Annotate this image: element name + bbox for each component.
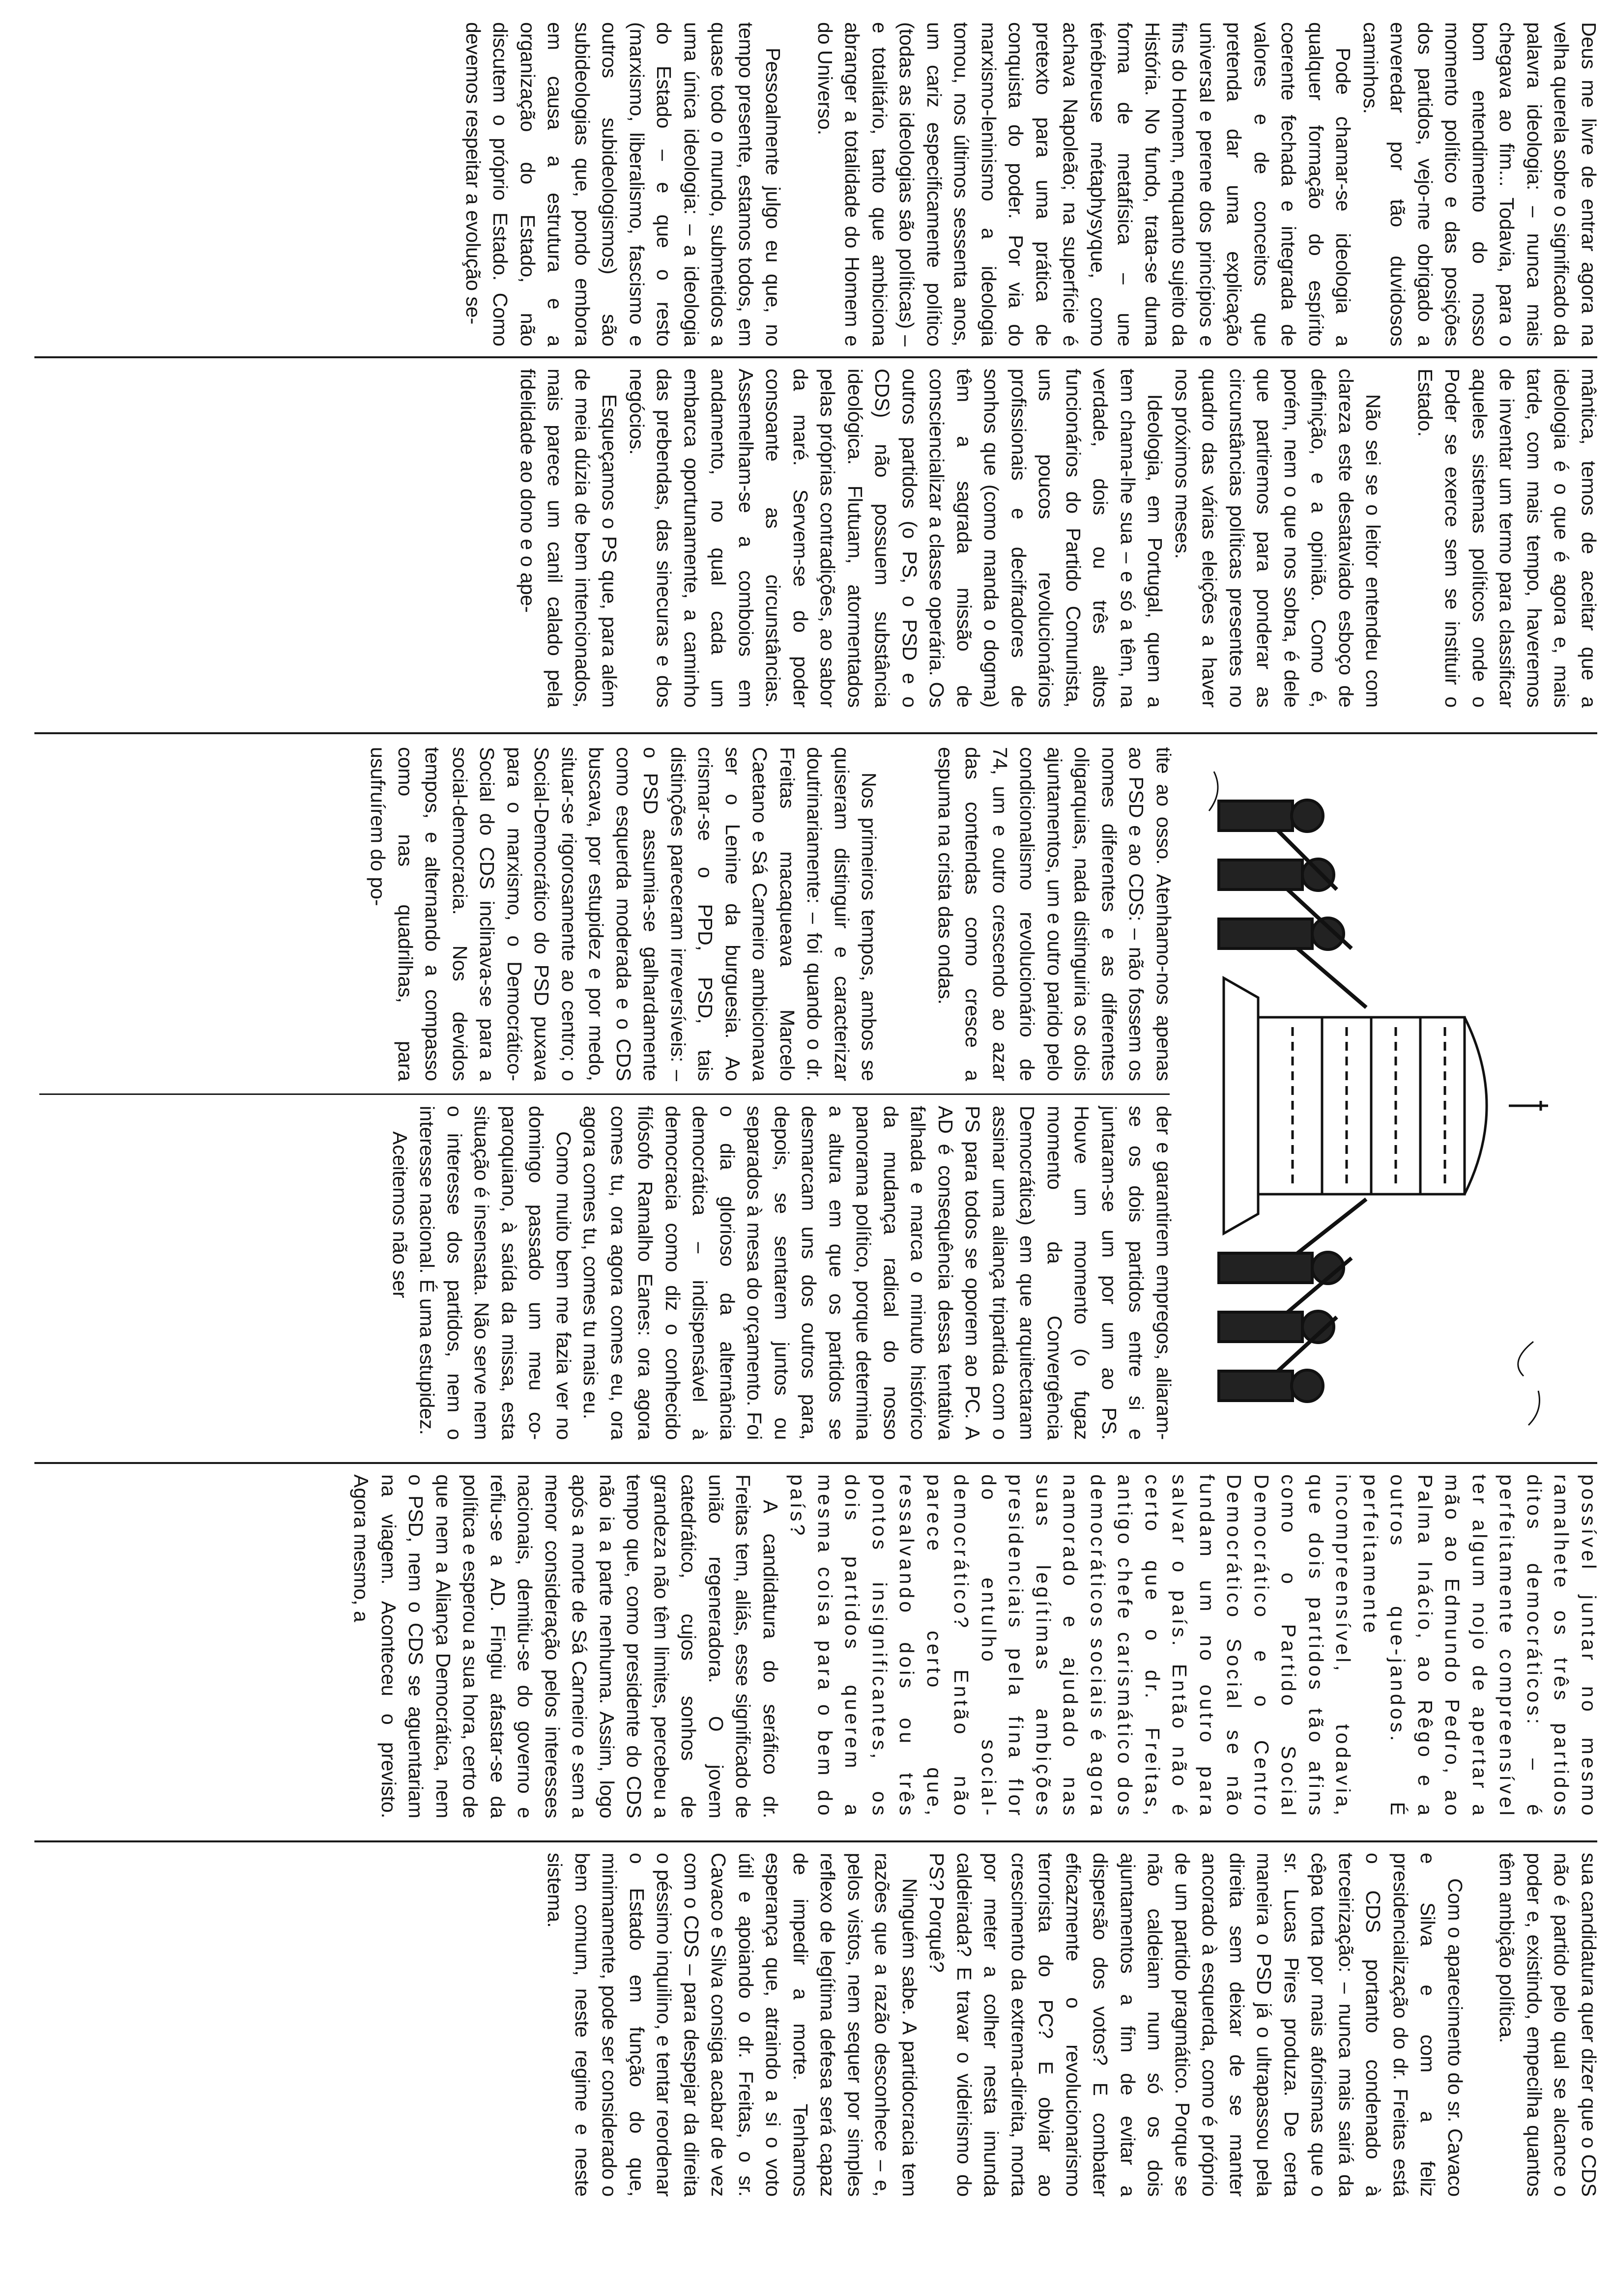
col2-paragraph-1: mântica, temos de aceitar que a ideologia é o que é agora e, mais tarde, com mais tempo, haveremos de inventar um termo para classificar aqueles sistemas políticos onde o Poder se exerce sem se instituir o Estado.: [1414, 369, 1600, 708]
col4-paragraph-1: der e garantirem empregos, aliaram-se os dois partidos entre si e juntaram-se um por um ao PS. Houve um momento (o fugaz momento da Convergência Democrática) em que arquitectaram assinar uma aliança tripartida com o PS para todos se oporem ao PC. A AD é consequência dessa tentativa falhada e marca o minuto histórico da mudança radical do nosso panorama político, porque determina a altura em que os partidos se desmarcam uns dos outros para, depois, se sentarem juntos ou separados à mesa do orçamento. Foi o dia glorioso da alternância democrática – indispensável à democracia como diz o conhecido filósofo Ramalho Eanes: ora agora comes tu, ora agora comes eu, ora agora comes tu, comes tu mais eu.: [579, 1106, 1175, 1440]
col6-paragraph-1: sua candidatura quer dizer que o CDS não é partido pelo qual se alcance o poder e, existindo, empecilha quantos têm ambição política.: [1496, 1853, 1600, 2197]
col5-paragraph-2: A candidatura do seráfico dr. Freitas tem, aliás, esse significado de união regeneradora. O jovem catedrático, cujos sonhos de grandeza não têm limites, percebeu a tempo que, como presidente do CDS não ia a parte nenhuma. Assim, logo após a morte de Sá Carneiro e sem a menor consideração pelos interesses nacionais, demitiu-se do governo e refiu-se a AD. Fingiu afastar-se da política e esperou a sua hora, certo de que nem a Aliança Democrática, nem o PSD, nem o CDS se aguentariam na viagem. Aconteceu o previsto. Agora mesmo, a: [350, 1474, 782, 1818]
col1-paragraph-2: Pode chamar-se ideologia a qualquer formação do espírito coerente fechada e integrada de valores e de conceitos que pretenda dar uma explicação universal e perene dos princípios e fins do Homem, enquanto sujeito da História. No fundo, trata-se duma forma de metafísica – une ténébreuse métaphysyque, como achava Napoleão; na superfície é pretexto para uma prática de conquista do poder. Por via do marxismo-leninismo a ideologia tomou, nos últimos sessenta anos, um cariz especificamente político (todas as ideologias são políticas) – e totalitário, tanto que ambiciona abranger a totalidade do Homem e do Universo.: [814, 22, 1355, 346]
col2-paragraph-3: Ideologia, em Portugal, quem a tem chama-lhe sua – e só a têm, na verdade, dois ou três altos funcionários do Partido Comunista, uns poucos revolucionários profissionais e decifradores de sonhos que (como manda o dogma) têm a sagrada missão de consciencializar a classe operária. Os outros partidos (o PS, o PSD e o CDS) não possuem substância ideológica. Flutuam, atormentados pelas próprias contradições, ao sabor da maré. Servem-se do poder consoante as circunstâncias. Assemelham-se a comboios em andamento, no qual cada um embarca oportunamente, a caminho das prebendas, das sinecuras e dos negócios.: [626, 369, 1167, 708]
col1-paragraph-1: Deus me livre de entrar agora na velha querela sobre o significado da palavra ideologia: – nunca mais chegava ao fim... Todavia, para o bom entendimento do nosso momento político e das posições dos partidos, vejo-me obrigado a enveredar por tão duvidosos caminhos.: [1359, 22, 1600, 346]
col3-paragraph-2: Nos primeiros tempos, ambos se quiseram distinguir e caracterizar doutrinariamente: – foi quando o dr. Freitas macaqueava Marcelo Caetano e Sá Carneiro ambicionava ser o Lenine da burguesia. Ao crismar-se o PPD, PSD, tais distinções pareceram irreversíveis: – o PSD assumia-se galhardamente como esquerda moderada e o CDS buscava, por estupidez e por medo, situar-se rigorosamente ao centro; o Social-Democrático do PSD puxava para o marxismo, o Democrático-Social do CDS inclinava-se para a social-democracia. Nos devidos tempos, e alternando a compasso como nas quadrilhas, para usufruírem do po-: [367, 747, 881, 1081]
column-divider-1: [34, 356, 1597, 358]
politicians-cartoon-drawing: [1189, 762, 1568, 1440]
col4-paragraph-2: Como muito bem me fazia ver no domingo passado um meu co-paroquiano, à saída da missa, esta situação é insensata. Não serve nem o interesse dos partidos, nem o interesse nacional. É uma estupidez.: [416, 1106, 575, 1440]
column-1: [15, 22, 1602, 346]
col6-paragraph-3: Ninguém sabe. A partidocracia tem razões que a razão desconhece – e, pelos vistos, nem sequer por simples reflexo de legítima defesa será capaz de impedir a morte. Tenhamos esperança que, atraindo a si o voto útil e apoiando o dr. Freitas, o sr. Cavaco e Silva consiga acabar de vez com o CDS – para despejar da direita o péssimo inquilino, e tentar reordenar o Estado em função do que, minimamente, pode ser considerado o bem comum, neste regime e neste sistema.: [544, 1853, 921, 2197]
col6-paragraph-2: Com o aparecimento do sr. Cavaco e Silva e com a feliz presidencialização do dr. Freitas está o CDS portanto condenado à terceirização: – nunca mais sairá da cêpa torta por mais aforismas que o sr. Lucas Pires produza. De certa maneira o PSD já o ultrapassou pela direita sem deixar de se manter ancorado à esquerda, como é próprio de um partido pragmático. Porque se não caldeiam num só os dois ajuntamentos a fim de evitar a dispersão dos votos? E combater eficazmente o revolucionarismo terrorista do PC? E obviar ao crescimento da extrema-direita, morta por meter a colher nesta imunda caldeirada? E travar o videirismo do PS? Porquê?: [925, 1853, 1467, 2197]
column-divider-2: [34, 732, 1597, 734]
column-divider-5: [34, 1840, 1597, 1842]
column-divider-3: [39, 1093, 1170, 1095]
col2-paragraph-2: Não sei se o leitor entendeu com clareza este desataviado esboço de definição, e a opinião. Como é, porém, nem o que nos sobra, é dele que partiremos para ponderar as circunstâncias políticas presentes no quadro das várias eleições a haver nos próximos meses.: [1171, 369, 1385, 708]
col3-paragraph-1: tite ao osso. Atenhamo-nos apenas ao PSD e ao CDS: – não fossem os nomes diferentes e as diferentes oligarquias, nada distinguiria os dois ajuntamentos, um e outro parido pelo condicionalismo revolucionário de 74, um e outro crescendo ao azar das contendas como cresce a espuma na crista das ondas.: [934, 747, 1175, 1081]
col1-paragraph-3: Pessoalmente julgo eu que, no tempo presente, estamos todos, em quase todo o mundo, submetidos a uma única ideologia: – a ideologia do Estado – e que o resto (marxismo, liberalismo, fascismo e outros subideologismos) são subideologias que, pondo embora em causa a estrutura e a organização do Estado, não discutem o próprio Estado. Como devemos respeitar a evolução se-: [462, 22, 785, 346]
col5-paragraph-1: possível juntar no mesmo ramalhete os três partidos ditos democráticos: – é perfeitamente compreensível ter algum nojo de apertar a mão ao Edmundo Pedro, ao Palma Inácio, ao Rêgo e a outros que-jandos. É perfeitamente incompreensível, todavia, que dois partidos tão afins como o Partido Social Democrático e o Centro Democrático Social se não fundam um no outro para salvar o país. Então não é certo que o dr. Freitas, antigo chefe carismático dos democráticos sociais é agora namorado e ajudado nas suas legítimas ambições presidenciais pela fina flor do entulho social-democrático? Então não parece certo que, ressalvando dois ou três pontos insignificantes, os dois partidos querem a mesma coisa para o bem do país?: [786, 1474, 1600, 1818]
column-3: [17, 747, 1177, 1081]
column-divider-4: [34, 1462, 1597, 1464]
column-4: [17, 1106, 1177, 1440]
column-5: [15, 1474, 1602, 1818]
column-6: [15, 1853, 1602, 2197]
column-2: [15, 369, 1602, 708]
cartoon-illustration: [1189, 762, 1568, 1440]
col2-paragraph-4: Esqueçamos o PS que, para além de meia dúzia de bem intencionados, mais parece um canil calado pela fidelidade ao dono e o ape-: [517, 369, 621, 708]
col4-paragraph-3: Aceitemos não ser: [389, 1131, 411, 1298]
